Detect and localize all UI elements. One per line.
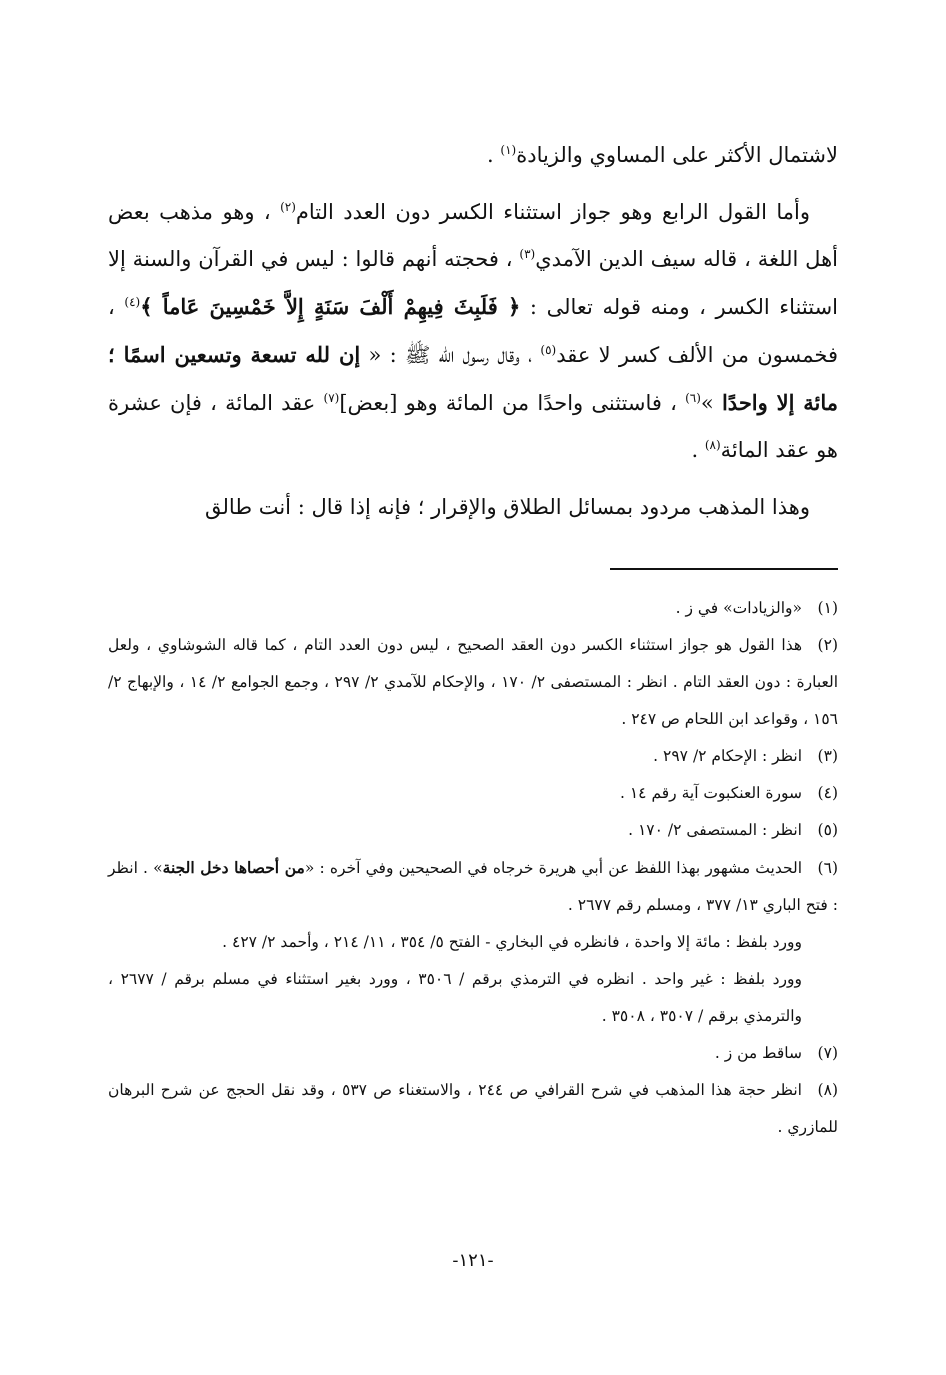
footnote-text: «والزيادات» في ز . [675,599,802,617]
footnote-ref-2[interactable]: (٢) [280,200,296,214]
footnotes-section [108,590,838,1146]
footnote-3 [108,738,838,775]
footnote-number: (٢) [817,636,838,654]
p1-text: لاشتمال الأكثر على المساوي والزيادة [516,143,838,167]
footnote-ref-7[interactable]: (٧) [323,391,340,405]
page-number: -١٢١- [452,1250,494,1271]
paragraph-3: وهذا المذهب مردود بمسائل الطلاق والإقرار ؛ فإنه إذا قال : أنت طالق [205,495,810,519]
footnote-6 [108,849,838,924]
footnote-number: (٧) [817,1044,838,1062]
footnote-6-continuation-2: وورد بلفظ : غير واحد . انظره في الترمذي برقم / ٣٥٠٦ ، وورد بغير استثناء في مسلم برقم / ٢٦٧٧ ، والترمذي برقم / ٣٥٠٧ ، ٣٥٠٨ . [108,970,802,1025]
p1-end: . [487,143,501,167]
footnote-number: (٦) [817,859,838,877]
footnote-text: » . انظر : فتح الباري ١٣/ ٣٧٧ ، ومسلم رقم ٢٦٧٧ . [108,859,838,914]
p2-i: . [691,438,705,462]
p2-b: ، وهو مذهب بعض أهل اللغة ، قاله سيف الدين الآمدي [108,200,838,271]
p2-g: ، فاستثنى واحدًا من المائة وهو [بعض] [339,391,686,415]
paragraph-2 [108,189,838,474]
footnote-ref-1[interactable]: (١) [500,143,517,157]
paragraph-1 [108,132,838,179]
footnote-7 [108,1035,838,1072]
footnote-1 [108,590,838,627]
hadith-text: إن لله تسعة وتسعين اسمًا ؛ مائة إلا واحدًا [108,342,839,415]
p2-h: عقد المائة ، فإن عشرة هو عقد المائة [108,391,838,462]
footnote-8 [108,1072,838,1146]
footnote-4 [108,775,838,812]
footnote-ref-5[interactable]: (٥) [540,343,557,357]
footnote-text: انظر : الإحكام ٢/ ٢٩٧ . [653,747,802,765]
footnote-ref-8[interactable]: (٨) [704,438,721,452]
footnote-divider [610,568,838,570]
footnote-6-continuation-1: وورد بلفظ : مائة إلا واحدة ، فانظره في البخاري - الفتح ٥/ ٣٥٤ ، ١١/ ٢١٤ ، وأحمد ٢/ ٤٢٧ . [222,933,802,951]
footnote-number: (٥) [817,821,838,839]
quran-verse: ﴿ فَلَبِثَ فِيهِمْ أَلْفَ سَنَةٍ إِلاَّ خَمْسِينَ عَاماً ﴾ [140,294,521,319]
footnote-5 [108,812,838,849]
p2-e: ، وقال رسول الله ﷺ : « [360,343,541,367]
footnote-2 [108,627,838,738]
footnote-text: ساقط من ز . [714,1044,802,1062]
footnote-number: (٤) [817,784,838,802]
p2-f: » [700,391,722,415]
p2-c: ، فحجته أنهم قالوا : ليس في القرآن والسنة إلا استثناء الكسر ، ومنه قوله تعالى : [108,247,838,319]
footnote-number: (٣) [817,747,838,765]
footnote-number: (١) [817,599,838,617]
footnote-ref-4[interactable]: (٤) [124,295,141,309]
footnote-text: انظر حجة هذا المذهب في شرح القرافي ص ٢٤٤ ، والاستغناء ص ٥٣٧ ، وقد نقل الحجج عن شرح البرهان للمازري . [108,1081,838,1136]
footnote-ref-6[interactable]: (٦) [685,391,701,405]
footnote-bold-text: من أحصاها دخل الجنة [162,858,305,877]
footnote-ref-3[interactable]: (٣) [519,247,536,261]
p2-a: وأما القول الرابع وهو جواز استثناء الكسر دون العدد التام [295,200,810,224]
footnote-text: سورة العنكبوت آية رقم ١٤ . [620,784,802,802]
footnote-text: هذا القول هو جواز استثناء الكسر دون العقد الصحيح ، ليس دون العدد التام ، كما قاله الشوشاوي ، ولعل العبارة : دون العقد التام . انظر : المستصفى ٢/ ١٧٠ ، والإحكام للآمدي ٢/ ٢٩٧ ، وجمع الجوامع ٢/ ١٤ ، والإبهاج ٢/ ١٥٦ ، وقواعد ابن اللحام ص ٢٤٧ . [108,636,839,728]
p2-d: ، فخمسون من الألف كسر لا عقد [108,295,838,367]
footnote-text: انظر : المستصفى ٢/ ١٧٠ . [628,821,802,839]
footnote-text: الحديث مشهور بهذا اللفظ عن أبي هريرة خرجاه في الصحيحين وفي آخره : « [304,859,802,877]
main-text [108,132,838,541]
footnote-number: (٨) [817,1081,838,1099]
